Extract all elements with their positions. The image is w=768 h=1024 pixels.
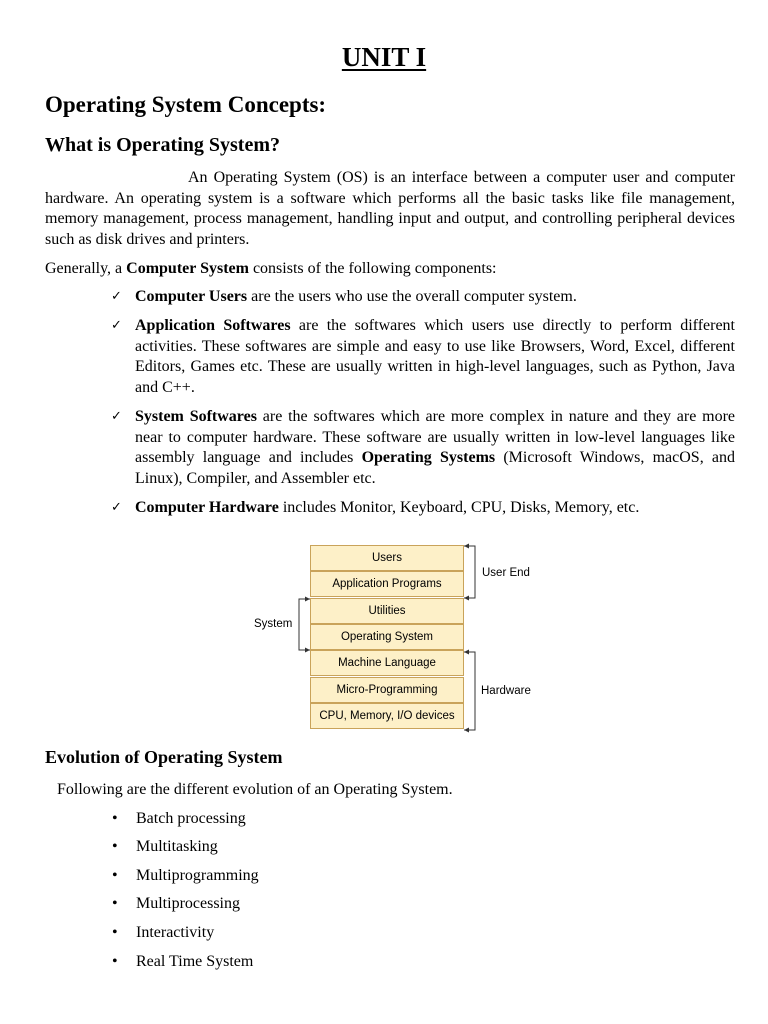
evolution-item: • Multiprogramming <box>112 867 259 884</box>
layer-utilities: Utilities <box>310 598 464 624</box>
evolution-item: • Real Time System <box>112 953 254 970</box>
layer-micro-programming: Micro-Programming <box>310 677 464 703</box>
intro-paragraph: An Operating System (OS) is an interface between a computer user and computer hardware. An operating system is a software which performs all the basic tasks like file management, memory management, process management, handling input and output, and controlling peripheral devices such as disk drives and printers. <box>45 169 735 249</box>
main-heading: Operating System Concepts: <box>45 92 327 117</box>
checkmark-icon: ✓ <box>111 409 122 424</box>
component-item: ✓ System Softwares are the softwares which are more complex in nature and they are more near to computer hardware. These software are usually written in low-level languages like assembly language and includes Operating Systems (Microsoft Windows, macOS, and Linux), Compiler, and Assembler etc. <box>111 408 736 488</box>
checkmark-icon: ✓ <box>111 500 122 515</box>
layer-hardware-devices: CPU, Memory, I/O devices <box>310 703 464 729</box>
evolution-intro: Following are the different evolution of an Operating System. <box>57 781 453 798</box>
layer-application-programs: Application Programs <box>310 571 464 597</box>
components-intro: Generally, a Computer System consists of the following components: <box>45 260 497 277</box>
unit-title: UNIT I <box>341 42 427 72</box>
evolution-item: • Multiprocessing <box>112 895 240 912</box>
layer-operating-system: Operating System <box>310 624 464 650</box>
label-hardware: Hardware <box>481 685 531 697</box>
evolution-item: • Batch processing <box>112 810 246 827</box>
component-item: ✓ Application Softwares are the softwares which users use directly to perform different activities. These softwares are simple and easy to use like Browsers, Word, Excel, different Editors, Games etc. These are usually written in high-level languages, such as Python, Java and C++. <box>111 317 735 397</box>
layer-machine-language: Machine Language <box>310 650 464 676</box>
section-heading-what-is-os: What is Operating System? <box>45 134 280 156</box>
checkmark-icon: ✓ <box>111 318 122 333</box>
component-item: ✓ Computer Users are the users who use the overall computer system. <box>111 287 735 308</box>
evolution-item: • Multitasking <box>112 838 218 855</box>
layer-users: Users <box>310 545 464 571</box>
checkmark-icon: ✓ <box>111 289 122 304</box>
section-heading-evolution: Evolution of Operating System <box>45 747 283 767</box>
evolution-item: • Interactivity <box>112 924 215 941</box>
label-system: System <box>254 618 293 630</box>
label-user-end: User End <box>482 567 530 579</box>
component-item: ✓ Computer Hardware includes Monitor, Keyboard, CPU, Disks, Memory, etc. <box>111 498 735 519</box>
os-layers-diagram <box>240 540 550 736</box>
